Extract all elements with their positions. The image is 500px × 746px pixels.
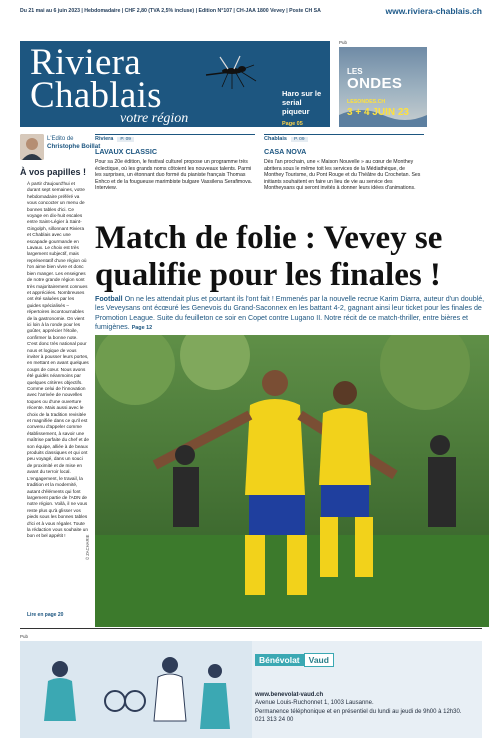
top-info-bar: [20, 4, 482, 18]
brief-region: Chablais: [264, 136, 287, 142]
ad-ondes: ONDES: [347, 75, 403, 92]
mosquito-illustration: [198, 53, 268, 93]
brief-body: Pour sa 20e édition, le festival culturel propose un programme très éclectique, où les grands noms côtoient les nouveaux talents. Parmi les surprises, un étonnant duo formé du pianiste français Thomas Enhco et de la fougueuse marimbiste bulgare Vassilena Serafimova. Interview.: [95, 159, 253, 192]
brief-region: Riviera: [95, 136, 114, 142]
masthead-teaser[interactable]: Haro sur le serial piqueur: [282, 89, 322, 116]
benevolat-illustration: [20, 641, 252, 738]
brief-riviera[interactable]: [95, 134, 255, 192]
main-photo: [95, 335, 489, 627]
masthead-teaser-page: Page 05: [282, 121, 303, 127]
issue-meta: Du 21 mai au 6 juin 2023 | Hebdomadaire | CHF 2,80 (TVA 2,5% incluse) | Edition N°107 | CH-JAA 1800 Vevey | Poste CH SA: [20, 8, 321, 14]
benevolat-info: [255, 691, 475, 725]
edito-more-link[interactable]: Lire en page 20: [27, 612, 64, 618]
ad-label-bottom: Pub: [20, 634, 29, 639]
masthead-tagline: votre région: [120, 111, 189, 126]
brief-bar: [264, 134, 424, 143]
brief-headline: LAVAUX CLASSIC: [95, 147, 158, 156]
lede-kicker: Football: [95, 295, 123, 303]
main-lede: [95, 295, 489, 333]
masthead: [20, 41, 330, 127]
benevolat-hours: Permanence téléphonique et en présentiel du lundi au jeudi de 9h00 à 12h30.: [255, 708, 462, 715]
divider: [20, 628, 482, 629]
photo-credit: © ZACHARIE: [85, 534, 90, 560]
ad-label-top: Pub: [339, 40, 348, 45]
brief-headline: CASA NOVA: [264, 147, 307, 156]
brief-bar: [95, 134, 255, 143]
ad-site: LESONDES.CH: [347, 99, 386, 105]
edito-body: À partir d'aujourd'hui et durant sept semaines, votre hebdomadaire préféré va vous concocter un menu de bonnes tables d'ici. Ce voyage en dix-huit escales entre Saint-Légier à Saint-Gingolph, sillonnant Riviera et Chablais avec une escapade gourmande en Lavaux. Le choix est très largement subjectif, mais représentatif d'une région où l'on aime bien vivre et donc bien manger. Les enseignes de notre grande région sont très majoritairement connues et appréciées. Nombreuses ont été saluées par les guides spécialisés – répertoires incontournables de la gastronomie. On vient ici loin à la ronde pour les goûter, apprécier l'étoile, confirmer la bonne note. C'est donc très national pour nous et logique de vous inviter à pousser leurs portes, en mettant en avant quelques coups de cœur. Nous avons été guidés néanmoins par quelques critères objectifs. Comme celui de l'innovation avec l'arrivée de nouvelles toques ou d'une ouverture récente. Mais aussi avec le choix de la tradition revisitée et magnifiée dans ce qu'il est convenu d'appeler comme établissement, à savoir une maîtrise parfaite du chef et de son équipe, alliée à de beaux produits classiques et qui ont peu voyagé, dans un souci de proximité et de mise en avant du terroir local. L'engagement, le travail, la tradition et la modernité, autant d'éléments qui font largement partie de l'ADN de notre région. Voilà, il ne vous reste plus qu'à glisser vos pieds sous les bonnes tables d'ici et à vous régaler. Toute la rédaction vous souhaite un bon et bel appétit !: [27, 181, 90, 539]
masthead-title-line2: Chablais: [30, 75, 162, 116]
edito-label: L'Edito de: [47, 136, 74, 142]
brief-body: Dès l'an prochain, une « Maison Nouvelle » au cœur de Monthey abritera sous le même toit les services de la Médiathèque, de Monthey Tourisme, du Pont Rouge et du Théâtre du Crochetan. Ses initiants souhaitent en faire un lieu de vie au service des Montheysans qui seront invités à donner leurs idées d'animations.: [264, 159, 421, 192]
avatar: [20, 134, 44, 160]
website-link[interactable]: www.riviera-chablais.ch: [385, 6, 482, 16]
brief-page: P. 09: [291, 137, 308, 142]
main-headline[interactable]: Match de folie : Vevey se qualifie pour les finales !: [95, 220, 443, 293]
ad-dates: 3 + 4 JUIN 23: [347, 107, 409, 118]
edito-title: À vos papilles !: [20, 167, 87, 177]
masthead-title-line1: Riviera: [30, 42, 142, 83]
benevolat-site[interactable]: www.benevolat-vaud.ch: [255, 692, 324, 698]
lede-page-ref[interactable]: Page 12: [131, 324, 153, 331]
edito-author: Christophe Boillat: [47, 143, 101, 150]
les-ondes-ad[interactable]: [339, 47, 427, 127]
brief-chablais[interactable]: [264, 134, 424, 192]
edito-header: [20, 134, 101, 164]
brand-vaud: Vaud: [304, 653, 334, 667]
lede-text: On ne les attendait plus et pourtant ils l'ont fait ! Emmenés par la nouvelle recrue Karim Diarra, auteur d'un doublé, les Veveysans ont écœuré les Genevois du Grand-Saconnex en les battant 4-2, gagnant ainsi leur ticket pour les finales de Promotion League. Suite du feuilleton ce soir en Copet contre Lugano II. Notre récit de ce match-thriller, entre bières et fumigènes.: [95, 295, 485, 331]
benevolat-logo: [255, 653, 334, 667]
brand-benevolat: Bénévolat: [255, 654, 304, 666]
brief-page: P. 09: [117, 137, 134, 142]
ad-les: LES: [347, 67, 363, 76]
benevolat-phone: 021 313 24 00: [255, 717, 294, 724]
benevolat-ad[interactable]: [20, 641, 482, 738]
benevolat-address: Avenue Louis-Ruchonnet 1, 1003 Lausanne.: [255, 700, 374, 707]
